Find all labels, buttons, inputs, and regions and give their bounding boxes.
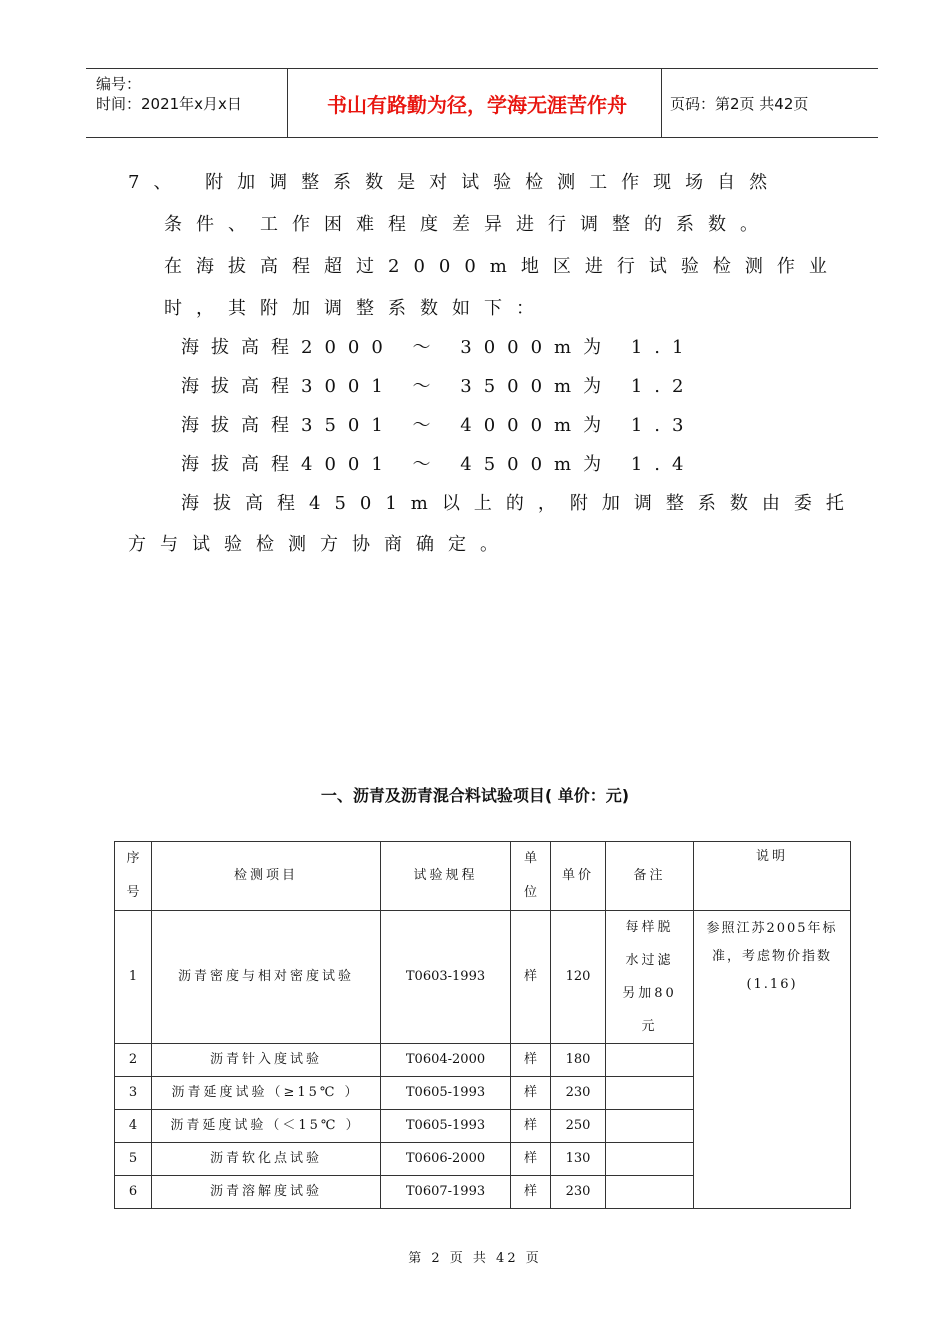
- cell-price: 130: [551, 1143, 606, 1176]
- cell-remark: [606, 1143, 694, 1176]
- cell-unit: 样: [511, 911, 551, 1044]
- header-price: 单价: [551, 842, 606, 911]
- cell-remark: [606, 1077, 694, 1110]
- cell-unit: 样: [511, 1044, 551, 1077]
- body-line: 海拔高程3001 ～ 3500m为 1.2: [181, 376, 696, 397]
- cell-seq: 6: [115, 1176, 152, 1209]
- cell-remark: [606, 1110, 694, 1143]
- cell-item: 沥青延度试验（＜15℃ ）: [152, 1110, 381, 1143]
- cell-seq: 1: [115, 911, 152, 1044]
- header-explain: 说明: [694, 842, 851, 911]
- header-motto: 书山有路勤为径，学海无涯苦作舟: [327, 93, 627, 117]
- body-line: 条件、工作困难程度差异进行调整的系数。: [164, 214, 772, 235]
- body-line: 方与试验检测方协商确定。: [128, 534, 512, 555]
- cell-unit: 样: [511, 1077, 551, 1110]
- cell-item: 沥青针入度试验: [152, 1044, 381, 1077]
- cell-item: 沥青溶解度试验: [152, 1176, 381, 1209]
- cell-unit: 样: [511, 1143, 551, 1176]
- cell-explain: 参照江苏2005年标 准，考虑物价指数 (1.16): [694, 911, 851, 1209]
- section-title: 一、沥青及沥青混合料试验项目( 单价：元): [320, 786, 630, 805]
- body-line: 海拔高程2000 ～ 3000m为 1.1: [181, 337, 696, 358]
- header-standard: 试验规程: [381, 842, 511, 911]
- cell-price: 230: [551, 1077, 606, 1110]
- code-label: 编号：: [96, 75, 142, 93]
- body-line: 在海拔高程超过2000m地区进行试验检测作业: [164, 256, 841, 277]
- table-row: [115, 911, 851, 1044]
- cell-unit: 样: [511, 1176, 551, 1209]
- header-seq: 序 号: [115, 842, 152, 911]
- body-line: 海拔高程4501m以上的，附加调整系数由委托: [181, 493, 858, 514]
- page-footer: 第 2 页 共 42 页: [408, 1251, 542, 1266]
- cell-remark: [606, 1176, 694, 1209]
- cell-price: 180: [551, 1044, 606, 1077]
- cell-seq: 5: [115, 1143, 152, 1176]
- header-divider: [287, 69, 288, 137]
- header-divider: [661, 69, 662, 137]
- cell-item: 沥青密度与相对密度试验: [152, 911, 381, 1044]
- cell-standard: T0605-1993: [381, 1077, 511, 1110]
- cell-standard: T0607-1993: [381, 1176, 511, 1209]
- cell-item: 沥青软化点试验: [152, 1143, 381, 1176]
- time-label: 时间：2021年x月x日: [96, 95, 242, 113]
- price-table: [114, 841, 851, 1209]
- page-number-label: 页码：第2页 共42页: [670, 95, 809, 113]
- cell-standard: T0606-2000: [381, 1143, 511, 1176]
- cell-price: 120: [551, 911, 606, 1044]
- cell-seq: 4: [115, 1110, 152, 1143]
- cell-seq: 2: [115, 1044, 152, 1077]
- cell-seq: 3: [115, 1077, 152, 1110]
- body-line: 7、 附加调整系数是对试验检测工作现场自然: [128, 172, 782, 193]
- header-remark: 备注: [606, 842, 694, 911]
- cell-standard: T0603-1993: [381, 911, 511, 1044]
- header-unit: 单 位: [511, 842, 551, 911]
- cell-standard: T0605-1993: [381, 1110, 511, 1143]
- cell-remark: [606, 1044, 694, 1077]
- cell-remark: 每样脱 水过滤 另加80 元: [606, 911, 694, 1044]
- page-header: [86, 68, 878, 138]
- table-header-row: [115, 842, 851, 911]
- cell-unit: 样: [511, 1110, 551, 1143]
- cell-standard: T0604-2000: [381, 1044, 511, 1077]
- body-line: 时，其附加调整系数如下：: [164, 298, 548, 319]
- header-item: 检测项目: [152, 842, 381, 911]
- body-line: 海拔高程4001 ～ 4500m为 1.4: [181, 454, 696, 475]
- body-line: 海拔高程3501 ～ 4000m为 1.3: [181, 415, 696, 436]
- cell-item: 沥青延度试验（≥15℃ ）: [152, 1077, 381, 1110]
- cell-price: 230: [551, 1176, 606, 1209]
- cell-price: 250: [551, 1110, 606, 1143]
